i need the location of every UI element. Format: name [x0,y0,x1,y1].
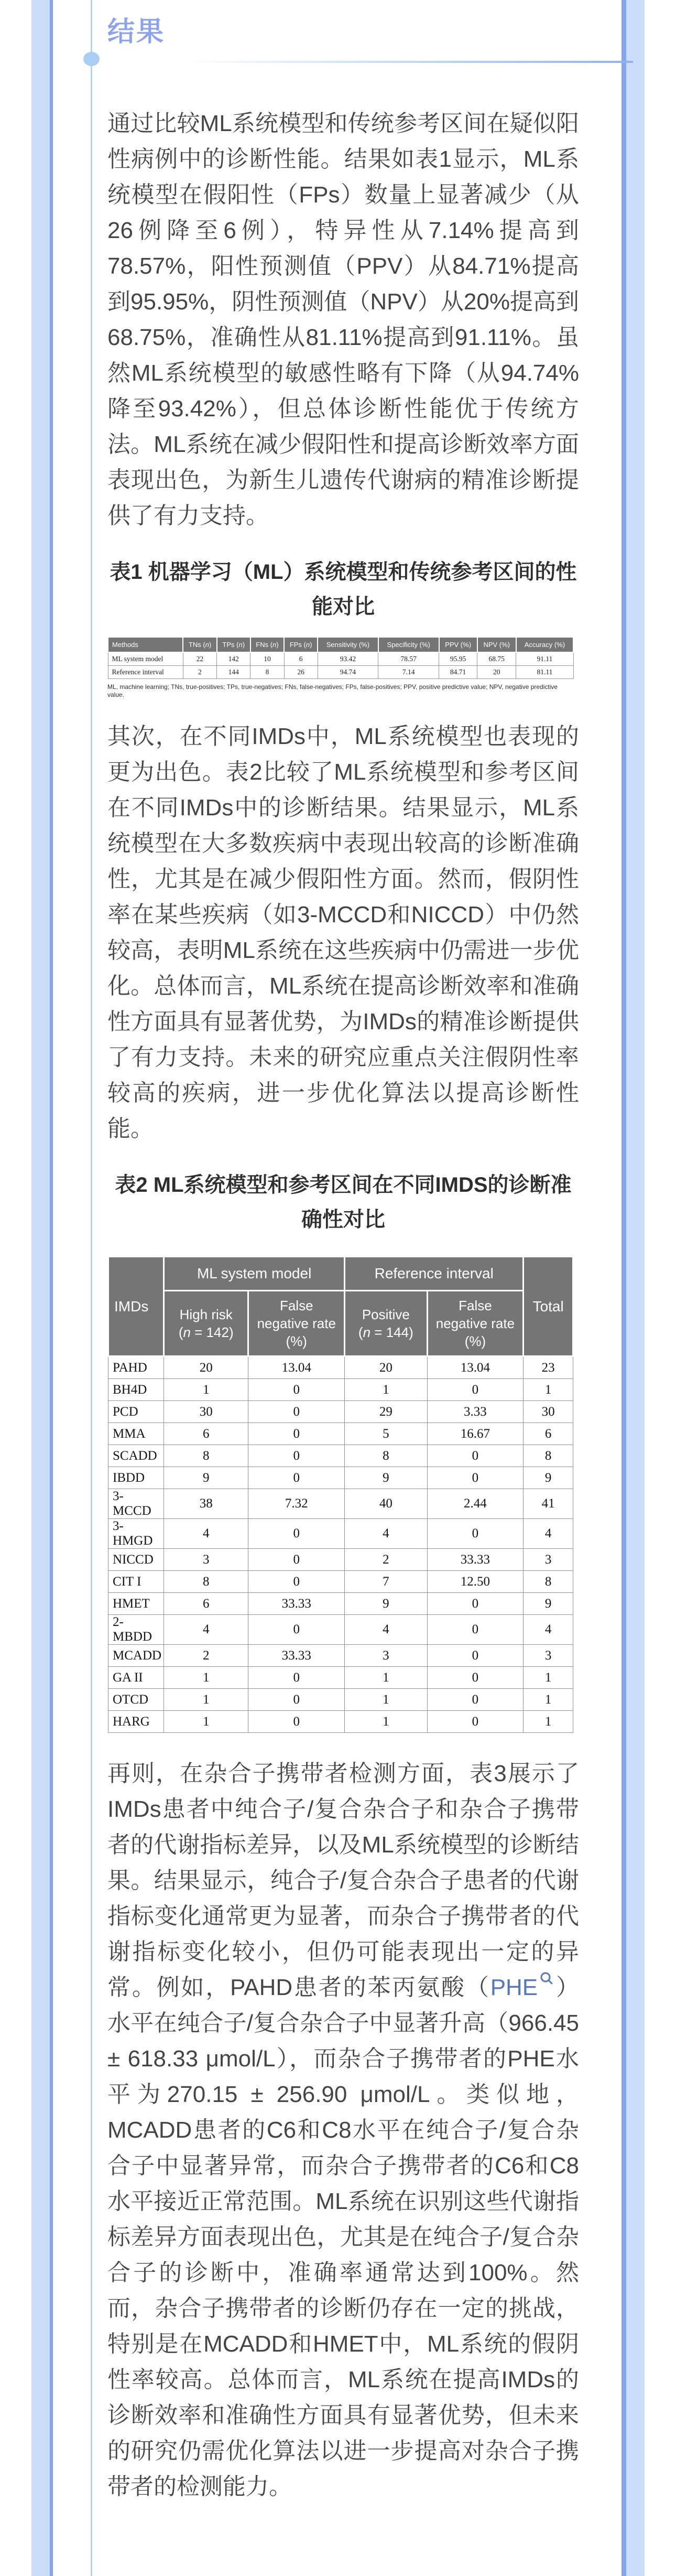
table1-column-header: PPV (%) [439,637,477,652]
table2-value-cell: 0 [427,1615,524,1645]
table2-header [108,1257,573,1356]
table2-value-cell: 8 [164,1571,248,1593]
table2-row [108,1356,573,1379]
table2-sub-header: False negative rate (%) [248,1291,345,1356]
table2-row [108,1489,573,1519]
paragraph3-text-after: ）水平在纯合子/复合杂合子中显著升高（966.45 ± 618.33 μmol/L），而杂合子携带者的PHE水平为270.15 ± 256.90 μmol/L。类似地，MCADD患者的C6和C8水平在纯合子/复合杂合子中显著异常，而杂合子携带者的C6和C8水平接近正常范围。ML系统在识别这些代谢指标差异方面表现出色，尤其是在纯合子/复合杂合子的诊断中，准确率通常达到100%。然而，杂合子携带者的诊断仍存在一定的挑战，特别是在MCADD和HMET中，ML系统的假阴性率较高。总体而言，ML系统在提高IMDs的诊断效率和准确性方面具有显著优势，但未来的研究仍需优化算法以进一步提高对杂合子携带者的检测能力。 [107,1975,580,2499]
table2-value-cell: 30 [164,1401,248,1423]
table2-value-cell: 13.04 [248,1356,345,1379]
table2-row [108,1549,573,1571]
table2-value-cell: 2 [164,1645,248,1667]
table2-value-cell: 3 [524,1645,573,1667]
table2-total-header: Total [524,1257,573,1356]
table2-value-cell: 29 [345,1401,427,1423]
table2-sub-header: High risk (n = 142) [164,1291,248,1356]
table1-header [108,637,573,652]
table2-value-cell: 0 [427,1519,524,1549]
table1-value-cell: 84.71 [439,666,477,679]
table2-value-cell: 9 [524,1593,573,1615]
table2-value-cell: 33.33 [248,1593,345,1615]
table2-value-cell: 8 [524,1571,573,1593]
paragraph-carrier-detection [107,1756,579,2505]
table2-value-cell: 0 [248,1445,345,1467]
table2-imd-cell: 3-MCCD [108,1489,164,1519]
table2-value-cell: 9 [524,1467,573,1489]
article-content [107,0,579,2520]
table1-column-header: Sensitivity (%) [318,637,378,652]
table1-row [108,652,573,666]
table2-value-cell: 0 [248,1689,345,1711]
table2-value-cell: 2 [345,1549,427,1571]
table1-value-cell: 20 [477,666,516,679]
table2-value-cell: 13.04 [427,1356,524,1379]
table2-figure [107,1256,574,1733]
left-dark-stripe [50,0,53,2576]
table2-body [108,1356,573,1733]
table2-value-cell: 3 [345,1645,427,1667]
table1-header-row [108,637,573,652]
table2-group-header: Reference interval [345,1257,524,1291]
left-light-stripe [31,0,50,2576]
table2-value-cell: 33.33 [248,1645,345,1667]
table2-value-cell: 0 [248,1571,345,1593]
table2-corner-header: IMDs [108,1257,164,1356]
table2-row [108,1593,573,1615]
table1-value-cell: 8 [250,666,285,679]
right-light-stripe [626,0,645,2576]
title-underline [185,61,633,63]
table2-value-cell: 3 [164,1549,248,1571]
table2-value-cell: 4 [345,1615,427,1645]
table2-row [108,1519,573,1549]
table2-value-cell: 9 [345,1467,427,1489]
table2-value-cell: 38 [164,1489,248,1519]
table2-row [108,1571,573,1593]
table1-method-cell: Reference interval [108,666,183,679]
table2-imd-cell: PCD [108,1401,164,1423]
search-icon[interactable] [539,1971,554,1987]
paragraph-imds-comparison: 其次，在不同IMDs中，ML系统模型也表现的更为出色。表2比较了ML系统模型和参考区间在不同IMDs中的诊断结果。结果显示，ML系统模型在大多数疾病中表现出较高的诊断准确性，尤其是在减少假阳性方面。然而，假阴性率在某些疾病（如3-MCCD和NICCD）中仍然较高，表明ML系统在这些疾病中仍需进一步优化。总体而言，ML系统在提高诊断效率和准确性方面具有显著优势，为IMDs的精准诊断提供了有力支持。未来的研究应重点关注假阴性率较高的疾病，进一步优化算法以提高诊断性能。 [107,724,579,1141]
table2-group-header: ML system model [164,1257,345,1291]
phe-reference-link[interactable] [490,1975,554,2000]
table1-value-cell: 26 [284,666,318,679]
table1-value-cell: 142 [217,652,250,666]
table2-value-cell: 0 [427,1711,524,1733]
table2-value-cell: 7 [345,1571,427,1593]
table2-value-cell: 0 [427,1379,524,1401]
table2-value-cell: 1 [524,1711,573,1733]
table2-value-cell: 6 [524,1423,573,1445]
timeline-dot [83,52,100,66]
table2-imd-cell: BH4D [108,1379,164,1401]
table2-imd-cell: GA II [108,1667,164,1689]
table2-caption: 表2 ML系统模型和参考区间在不同IMDS的诊断准确性对比 [115,1173,572,1231]
table2-value-cell: 6 [164,1593,248,1615]
table2-value-cell: 0 [427,1593,524,1615]
table2-value-cell: 4 [164,1615,248,1645]
table2-value-cell: 12.50 [427,1571,524,1593]
table2-value-cell: 0 [248,1467,345,1489]
table2-value-cell: 6 [164,1423,248,1445]
table2-row [108,1667,573,1689]
phe-link-label: PHE [490,1975,538,2000]
table2-value-cell: 4 [345,1519,427,1549]
table1-value-cell: 10 [250,652,285,666]
table1-footnote: ML, machine learning; TNs, true-positives; TPs, true-negatives; FNs, false-negatives; FPs, false-positives; PPV, positive predictive value; NPV, negative predictive value. [107,683,558,698]
table2-value-cell: 1 [345,1379,427,1401]
table2-imd-cell: MMA [108,1423,164,1445]
table2-value-cell: 0 [427,1667,524,1689]
table1-column-header: TNs (n) [183,637,217,652]
table2-grid [107,1256,574,1733]
table1-column-header: FPs (n) [284,637,318,652]
table2-value-cell: 4 [524,1519,573,1549]
table2-imd-cell: 3-HMGD [108,1519,164,1549]
table2-imd-cell: OTCD [108,1689,164,1711]
table2-value-cell: 2.44 [427,1489,524,1519]
table1-value-cell: 91.11 [516,652,573,666]
paragraph3-text-before: 再则，在杂合子携带者检测方面，表3展示了IMDs患者中纯合子/复合杂合子和杂合子携带者的代谢指标差异，以及ML系统模型的诊断结果。结果显示，纯合子/复合杂合子患者的代谢指标变化通常更为显著，而杂合子携带者的代谢指标变化较小，但仍可能表现出一定的异常。例如，PAHD患者的苯丙氨酸（ [107,1761,579,2000]
table2-imd-cell: 2-MBDD [108,1615,164,1645]
table1-value-cell: 22 [183,652,217,666]
right-dark-stripe [622,0,626,2576]
table1-value-cell: 95.95 [439,652,477,666]
table2-row [108,1645,573,1667]
table1-grid [107,637,574,679]
table1-column-header: TPs (n) [217,637,250,652]
table2-value-cell: 7.32 [248,1489,345,1519]
table2-imd-cell: MCADD [108,1645,164,1667]
table1-row [108,666,573,679]
table2-row [108,1401,573,1423]
table2-value-cell: 1 [524,1667,573,1689]
table1-column-header: NPV (%) [477,637,516,652]
table1-method-cell: ML system model [108,652,183,666]
table2-value-cell: 0 [248,1379,345,1401]
table2-imd-cell: SCADD [108,1445,164,1467]
table2-imd-cell: NICCD [108,1549,164,1571]
table2-row [108,1379,573,1401]
table2-value-cell: 1 [164,1379,248,1401]
table2-value-cell: 5 [345,1423,427,1445]
table2-row [108,1711,573,1733]
table2-value-cell: 0 [248,1423,345,1445]
table2-value-cell: 1 [345,1667,427,1689]
table2-value-cell: 0 [248,1615,345,1645]
table2-value-cell: 0 [427,1467,524,1489]
table2-value-cell: 1 [164,1711,248,1733]
table2-value-cell: 0 [248,1519,345,1549]
table2-value-cell: 1 [345,1711,427,1733]
timeline-line [91,0,92,2576]
table1-value-cell: 6 [284,652,318,666]
table2-row [108,1423,573,1445]
table2-row [108,1467,573,1489]
table1-value-cell: 93.42 [318,652,378,666]
table2-value-cell: 3 [524,1549,573,1571]
table2-value-cell: 1 [524,1379,573,1401]
table2-sub-header: Positive (n = 144) [345,1291,427,1356]
table2-value-cell: 8 [164,1445,248,1467]
table1-body [108,652,573,679]
table2-sub-header: False negative rate (%) [427,1291,524,1356]
section-title: 结果 [107,17,166,47]
table2-imd-cell: HARG [108,1711,164,1733]
table2-value-cell: 41 [524,1489,573,1519]
table2-value-cell: 9 [164,1467,248,1489]
table2-row [108,1445,573,1467]
table1-value-cell: 68.75 [477,652,516,666]
table2-imd-cell: IBDD [108,1467,164,1489]
table2-value-cell: 20 [164,1356,248,1379]
table2-row [108,1615,573,1645]
table2-value-cell: 0 [427,1645,524,1667]
table2-value-cell: 0 [248,1549,345,1571]
table1-value-cell: 94.74 [318,666,378,679]
table2-value-cell: 1 [164,1689,248,1711]
table2-value-cell: 1 [345,1689,427,1711]
table2-value-cell: 0 [248,1401,345,1423]
table2-value-cell: 4 [524,1615,573,1645]
table1-figure [107,637,574,699]
table2-group-header-row [108,1257,573,1291]
table1-column-header: FNs (n) [250,637,285,652]
table2-imd-cell: HMET [108,1593,164,1615]
table1-value-cell: 81.11 [516,666,573,679]
table2-value-cell: 33.33 [427,1549,524,1571]
table1-value-cell: 7.14 [378,666,439,679]
table2-imd-cell: PAHD [108,1356,164,1379]
table2-row [108,1689,573,1711]
table1-value-cell: 2 [183,666,217,679]
table2-value-cell: 20 [345,1356,427,1379]
table1-value-cell: 144 [217,666,250,679]
table2-imd-cell: CIT I [108,1571,164,1593]
table2-value-cell: 3.33 [427,1401,524,1423]
table2-value-cell: 16.67 [427,1423,524,1445]
table2-value-cell: 0 [248,1711,345,1733]
table1-value-cell: 78.57 [378,652,439,666]
table2-value-cell: 9 [345,1593,427,1615]
paragraph-performance-overview: 通过比较ML系统模型和传统参考区间在疑似阳性病例中的诊断性能。结果如表1显示，ML系统模型在假阳性（FPs）数量上显著减少（从26例降至6例），特异性从7.14%提高到78.57%，阳性预测值（PPV）从84.71%提高到95.95%，阴性预测值（NPV）从20%提高到68.75%，准确性从81.11%提高到91.11%。虽然ML系统模型的敏感性略有下降（从94.74%降至93.42%），但总体诊断性能优于传统方法。ML系统在减少假阳性和提高诊断效率方面表现出色，为新生儿遗传代谢病的精准诊断提供了有力支持。 [107,111,579,529]
table2-value-cell: 0 [427,1445,524,1467]
table2-value-cell: 0 [248,1667,345,1689]
table2-value-cell: 1 [164,1667,248,1689]
table2-value-cell: 0 [427,1689,524,1711]
table2-value-cell: 4 [164,1519,248,1549]
table2-value-cell: 30 [524,1401,573,1423]
table1-column-header: Specificity (%) [378,637,439,652]
table1-caption: 表1 机器学习（ML）系统模型和传统参考区间的性能对比 [110,561,577,618]
table2-sub-header-row [108,1291,573,1356]
table2-value-cell: 8 [524,1445,573,1467]
table1-column-header: Methods [108,637,183,652]
table2-value-cell: 8 [345,1445,427,1467]
table2-value-cell: 23 [524,1356,573,1379]
table2-value-cell: 1 [524,1689,573,1711]
table1-column-header: Accuracy (%) [516,637,573,652]
table2-value-cell: 40 [345,1489,427,1519]
